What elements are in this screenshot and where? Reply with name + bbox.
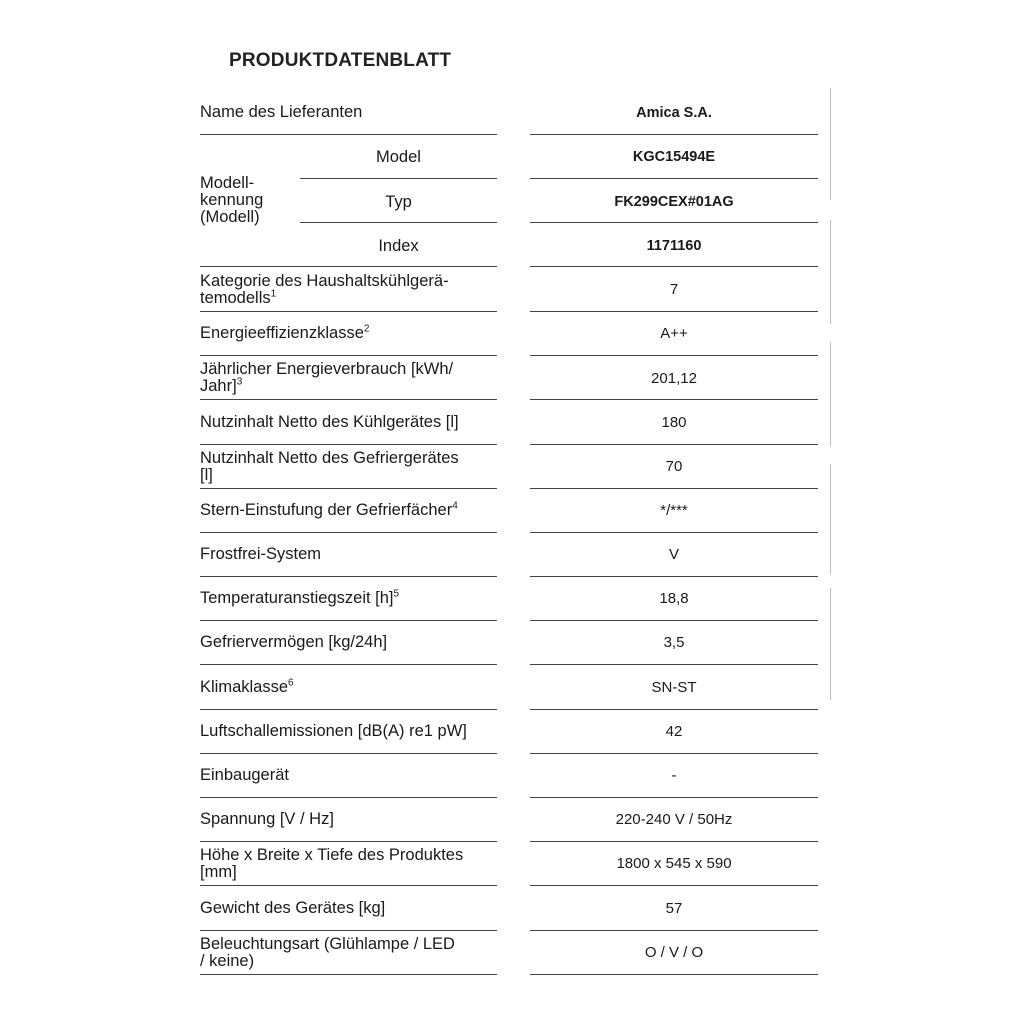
index-value: 1171160 [646, 238, 702, 254]
row-label-line: Höhe x Breite x Tiefe des Produktes [200, 846, 464, 864]
footnote-ref: 5 [393, 588, 400, 600]
divider [200, 664, 497, 665]
row-label-climate-class [200, 679, 500, 696]
page-edge-rule [830, 88, 831, 200]
row-label-line: Jahr] [200, 377, 237, 395]
page-edge-rule [830, 220, 831, 324]
row-label-annual-consumption [200, 361, 500, 395]
type-sub-label: Typ [385, 193, 412, 211]
divider [200, 885, 497, 886]
row-label-energy-class [200, 325, 500, 342]
row-label-line: Nutzinhalt Netto des Gefriergerätes [200, 449, 459, 467]
row-value-weight: 57 [665, 900, 683, 917]
divider [530, 576, 818, 577]
divider [530, 620, 818, 621]
divider [530, 178, 818, 179]
model-group-label-line: kennung [200, 191, 264, 209]
divider [200, 399, 497, 400]
row-label-freezer-volume [200, 450, 500, 484]
row-value-fridge-volume: 180 [661, 414, 687, 431]
row-label-text: Temperaturanstiegszeit [h] [200, 589, 394, 607]
divider [530, 664, 818, 665]
divider [530, 930, 818, 931]
row-label-text: Klimaklasse [200, 678, 289, 696]
row-label-star-rating [200, 502, 500, 519]
divider [530, 134, 818, 135]
divider [530, 311, 818, 312]
divider [530, 488, 818, 489]
divider [200, 841, 497, 842]
divider [200, 576, 497, 577]
row-label-weight: Gewicht des Gerätes [kg] [200, 899, 386, 917]
row-label-freezing-capacity: Gefriervermögen [kg/24h] [200, 633, 388, 651]
row-value-category: 7 [669, 281, 679, 298]
row-label-line: / keine) [200, 952, 255, 970]
row-label-fridge-volume: Nutzinhalt Netto des Kühlgerätes [l] [200, 413, 459, 431]
row-value-dimensions: 1800 x 545 x 590 [616, 855, 732, 872]
footnote-ref: 4 [452, 500, 458, 512]
row-label-line: Beleuchtungsart (Glühlampe / LED [200, 935, 455, 953]
divider [300, 222, 497, 223]
divider [530, 753, 818, 754]
row-label-text: Energieeffizienzklasse [200, 324, 364, 342]
divider [200, 134, 497, 135]
divider [530, 222, 818, 223]
row-label-line: [mm] [200, 863, 237, 881]
divider [200, 709, 497, 710]
model-group-label-line: Modell- [200, 174, 255, 192]
row-label-dimensions [200, 847, 500, 881]
row-label-category [200, 273, 500, 307]
divider [200, 266, 497, 267]
row-value-annual-consumption: 201,12 [651, 370, 697, 387]
divider [530, 841, 818, 842]
model-group-label-line: (Modell) [200, 208, 260, 226]
divider [200, 311, 497, 312]
divider [200, 532, 497, 533]
page-edge-rule [830, 588, 831, 700]
row-value-freezing-capacity: 3,5 [663, 634, 685, 651]
footnote-ref: 2 [363, 323, 370, 335]
row-label-temperature-rise [200, 590, 500, 607]
page-edge-rule [830, 464, 831, 574]
divider [530, 532, 818, 533]
row-label-noise: Luftschallemissionen [dB(A) re1 pW] [200, 722, 467, 740]
row-label-built-in: Einbaugerät [200, 766, 289, 784]
row-value-freezer-volume: 70 [665, 458, 683, 475]
row-value-supplier: Amica S.A. [636, 105, 712, 121]
divider [200, 444, 497, 445]
row-label-frost-free: Frostfrei-System [200, 545, 322, 563]
divider [530, 797, 818, 798]
row-label-text: Stern-Einstufung der Gefrierfächer [200, 501, 453, 519]
row-value-lighting: O / V / O [644, 944, 704, 961]
row-label-supplier: Name des Lieferanten [200, 103, 363, 121]
footnote-ref: 3 [236, 376, 243, 388]
type-value: FK299CEX#01AG [614, 194, 734, 210]
model-sub-label: Model [376, 148, 421, 166]
divider [200, 797, 497, 798]
divider [200, 753, 497, 754]
divider [530, 266, 818, 267]
divider [200, 488, 497, 489]
divider [530, 399, 818, 400]
row-label-line: Jährlicher Energieverbrauch [kWh/ [200, 360, 454, 378]
page-edge-rule [830, 342, 831, 446]
footnote-ref: 6 [288, 677, 294, 689]
row-label-lighting [200, 936, 500, 970]
page-title: PRODUKTDATENBLATT [229, 50, 452, 71]
row-value-energy-class: A++ [660, 325, 688, 342]
divider [530, 709, 818, 710]
row-value-climate-class: SN-ST [651, 679, 697, 696]
divider [200, 355, 497, 356]
footnote-ref: 1 [270, 288, 277, 300]
row-value-frost-free: V [668, 546, 679, 563]
divider [530, 885, 818, 886]
row-value-star-rating: */*** [660, 502, 688, 519]
index-sub-label: Index [378, 237, 419, 255]
divider [530, 444, 818, 445]
row-value-noise: 42 [665, 723, 683, 740]
row-label-voltage: Spannung [V / Hz] [200, 810, 334, 828]
divider [530, 974, 818, 975]
model-value: KGC15494E [632, 149, 716, 165]
row-value-built-in: - [671, 767, 677, 784]
divider [200, 930, 497, 931]
divider [200, 620, 497, 621]
row-value-voltage: 220-240 V / 50Hz [615, 811, 733, 828]
divider [200, 974, 497, 975]
divider [530, 355, 818, 356]
row-value-temperature-rise: 18,8 [659, 590, 689, 607]
row-label-line: Kategorie des Haushaltskühlgerä- [200, 272, 449, 290]
row-label-line: temodells [200, 289, 271, 307]
divider [300, 178, 497, 179]
row-label-line: [l] [200, 466, 213, 484]
